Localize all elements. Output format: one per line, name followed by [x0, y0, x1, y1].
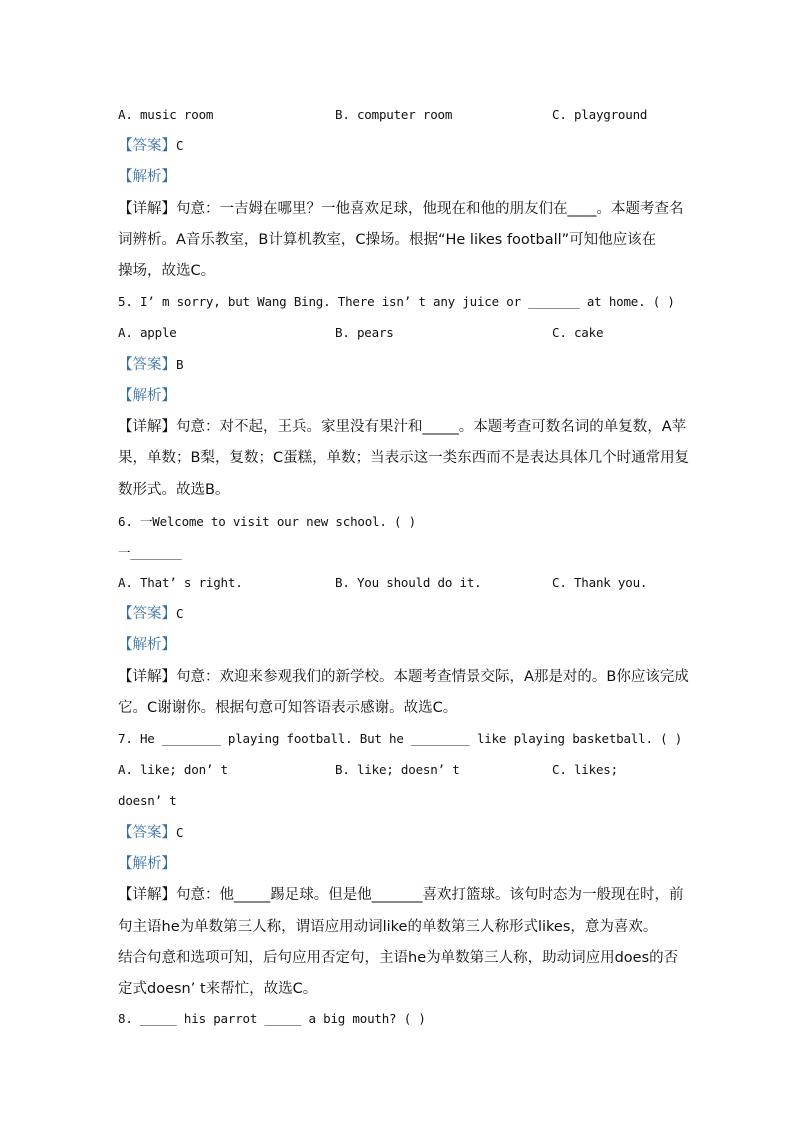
q6-stem: 6. 一Welcome to visit our new school. ( ) [118, 514, 416, 529]
detail-tag: 【详解】 [118, 669, 176, 685]
q7-detail-line-1 [118, 883, 684, 904]
q6-option-a: A. That’ s right. [118, 575, 243, 590]
q6-option-c: C. Thank you. [552, 575, 648, 590]
q5-answer [118, 353, 183, 374]
q6-answer [118, 602, 183, 623]
answer-value: C [176, 825, 184, 840]
q8-stem: 8. _____ his parrot _____ a big mouth? ( ) [118, 1011, 426, 1026]
q5-option-c: C. cake [552, 325, 604, 340]
q7-detail-line-4: 定式doesn’ t来帮忙，故选C。 [118, 981, 318, 997]
q4-detail-line-1 [118, 197, 684, 218]
analysis-tag: 【解析】 [118, 856, 176, 872]
q7-option-c: C. likes; [552, 762, 618, 777]
q6-detail-line-1 [118, 665, 689, 686]
q5-detail-line-2: 果，单数；B梨，复数；C蛋糕，单数；当表示这一类东西而不是表达具体几个时通常用复 [118, 450, 690, 466]
q4-analysis-tag [118, 165, 176, 186]
q5-analysis-tag [118, 384, 176, 405]
analysis-tag: 【解析】 [118, 637, 176, 653]
analysis-tag: 【解析】 [118, 388, 176, 404]
answer-value: B [176, 357, 184, 372]
q5-option-b: B. pears [335, 325, 394, 340]
q4-answer [118, 134, 183, 155]
q4-option-b: B. computer room [335, 107, 453, 122]
analysis-tag: 【解析】 [118, 169, 176, 185]
q4-detail-line-2: 词辨析。A音乐教室，B计算机教室，C操场。根据“He likes football”可知他应该在 [118, 232, 657, 248]
q4-option-a: A. music room [118, 107, 214, 122]
q5-option-a: A. apple [118, 325, 177, 340]
q7-analysis-tag [118, 852, 176, 873]
detail-tag: 【详解】 [118, 201, 176, 217]
q5-stem: 5. I’ m sorry, but Wang Bing. There isn’ t any juice or _______ at home. ( ) [118, 294, 675, 309]
q6-detail-line-2: 它。C谢谢你。根据句意可知答语表示感谢。故选C。 [118, 700, 458, 716]
q7-option-a: A. like; don’ t [118, 762, 228, 777]
q4-option-c: C. playground [552, 107, 648, 122]
q6-analysis-tag [118, 633, 176, 654]
q5-detail-line-1 [118, 415, 686, 436]
detail-text: 句意：他_____踢足球。但是他_______喜欢打篮球。该句时态为一般现在时，前 [176, 887, 684, 903]
q7-stem: 7. He ________ playing football. But he ________ like playing basketball. ( ) [118, 731, 683, 746]
answer-tag: 【答案】 [118, 825, 176, 841]
answer-tag: 【答案】 [118, 606, 176, 622]
detail-text: 句意：一吉姆在哪里？一他喜欢足球，他现在和他的朋友们在____。本题考查名 [176, 201, 684, 217]
q7-option-b: B. like; doesn’ t [335, 762, 460, 777]
answer-tag: 【答案】 [118, 357, 176, 373]
detail-tag: 【详解】 [118, 419, 176, 435]
detail-text: 句意：对不起，王兵。家里没有果汁和_____。本题考查可数名词的单复数，A苹 [176, 419, 687, 435]
q7-answer [118, 821, 183, 842]
q7-option-c-wrap: doesn’ t [118, 793, 177, 808]
q7-detail-line-2: 句主语he为单数第三人称，谓语应用动词like的单数第三人称形式likes，意为喜欢。 [118, 919, 658, 935]
q6-reply-blank: 一_______ [118, 545, 182, 560]
detail-text: 句意：欢迎来参观我们的新学校。本题考查情景交际，A那是对的。B你应该完成 [176, 669, 689, 685]
q6-option-b: B. You should do it. [335, 575, 482, 590]
answer-value: C [176, 138, 184, 153]
q4-detail-line-3: 操场，故选C。 [118, 263, 216, 279]
detail-tag: 【详解】 [118, 887, 176, 903]
q7-detail-line-3: 结合句意和选项可知，后句应用否定句，主语he为单数第三人称，助动词应用does的否 [118, 950, 679, 966]
answer-value: C [176, 606, 184, 621]
answer-tag: 【答案】 [118, 138, 176, 154]
q5-detail-line-3: 数形式。故选B。 [118, 482, 230, 498]
